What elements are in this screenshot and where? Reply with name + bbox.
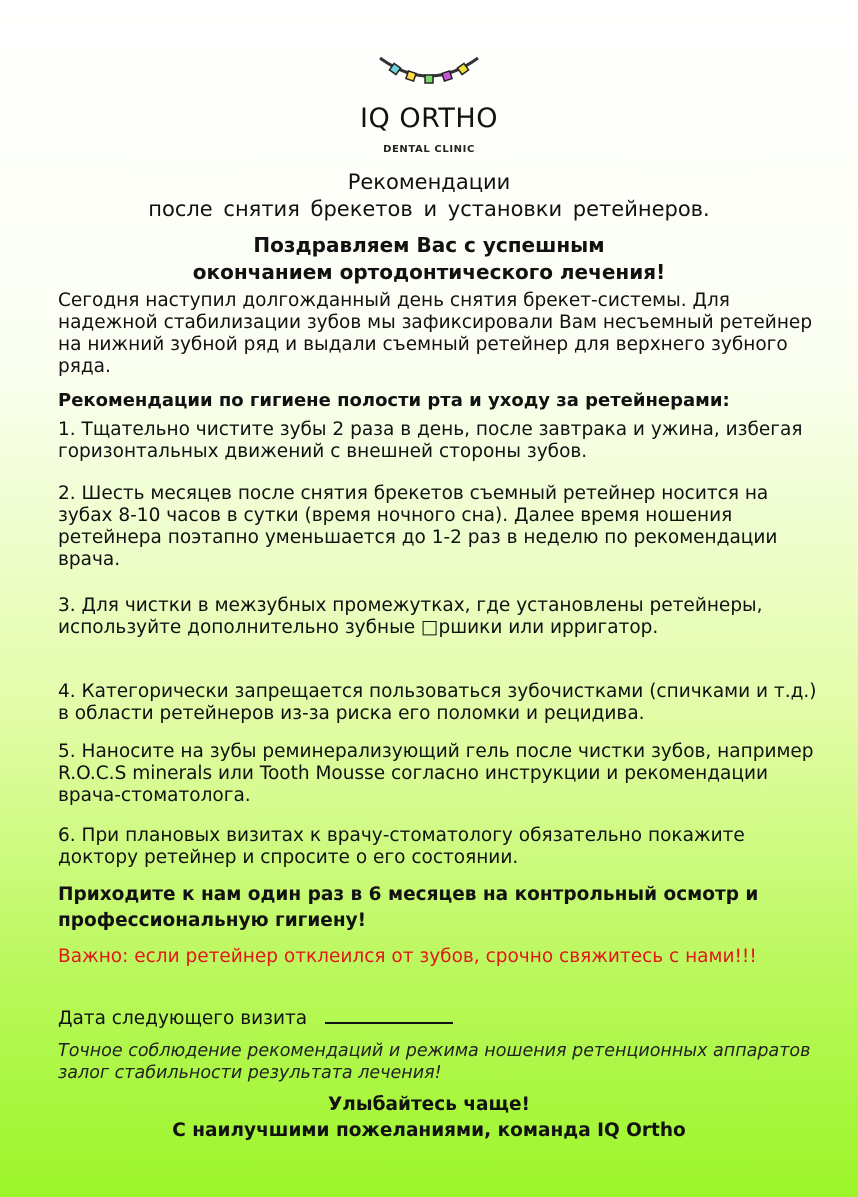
closing-smile: Улыбайтесь чаще!: [328, 1094, 530, 1115]
recommendation-item: 2. Шесть месяцев после снятия брекетов съемный ретейнер носится на зубах 8-10 часов в сутки (время ночного сна). Далее время ношения ретейнера поэтапно уменьшается до 1-2 раз в неделю по рекомендации врача.: [58, 483, 778, 570]
recommendation-item: 1. Тщательно чистите зубы 2 раза в день, после завтрака и ужина, избегая горизонтальных движений с внешней стороны зубов.: [58, 419, 803, 462]
congrats-heading: [0, 232, 858, 286]
congrats-line-1: Поздравляем Вас с успешным: [253, 233, 605, 257]
clinic-subtitle: DENTAL CLINIC: [383, 144, 475, 155]
closing-note: Точное соблюдение рекомендаций и режима ношения ретенционных аппаратов залог стабильности результата лечения!: [58, 1041, 811, 1083]
closing-regards: С наилучшими пожеланиями, команда IQ Ortho: [172, 1120, 686, 1141]
next-visit-date-field[interactable]: [325, 1006, 453, 1024]
recommendation-item: 4. Категорически запрещается пользоваться зубочистками (спичками и т.д.) в области ретейнеров из-за риска его поломки и рецидива.: [58, 681, 817, 724]
hygiene-heading: Рекомендации по гигиене полости рта и уходу за ретейнерами:: [58, 390, 730, 411]
braces-icon: [374, 52, 484, 92]
congrats-line-2: окончанием ортодонтического лечения!: [192, 260, 666, 284]
page-subtitle: после снятия брекетов и установки ретейнеров.: [148, 197, 710, 221]
recommendation-item: 3. Для чистки в межзубных промежутках, где установлены ретейнеры, используйте дополнительно зубные □ршики или ирригатор.: [58, 595, 763, 638]
page-title: Рекомендации: [347, 170, 511, 194]
next-visit-row: [58, 1006, 818, 1030]
important-warning: Важно: если ретейнер отклеился от зубов, срочно свяжитесь с нами!!!: [58, 946, 757, 967]
recommendation-item: 5. Наносите на зубы реминерализующий гель после чистки зубов, например R.O.C.S minerals или Tooth Mousse согласно инструкции и рекомендации врача-стоматолога.: [58, 741, 814, 806]
recommendation-item: 6. При плановых визитах к врачу-стоматологу обязательно покажите доктору ретейнер и спросите о его состоянии.: [58, 825, 745, 868]
intro-paragraph: Сегодня наступил долгожданный день снятия брекет-системы. Для надежной стабилизации зубов мы зафиксировали Вам несъемный ретейнер на нижний зубной ряд и выдали съемный ретейнер для верхнего зубного ряда.: [58, 290, 813, 377]
visit-reminder: Приходите к нам один раз в 6 месяцев на контрольный осмотр и профессиональную гигиену!: [58, 884, 759, 931]
clinic-name: IQ ORTHO: [360, 103, 498, 134]
next-visit-label: Дата следующего визита: [58, 1008, 308, 1029]
